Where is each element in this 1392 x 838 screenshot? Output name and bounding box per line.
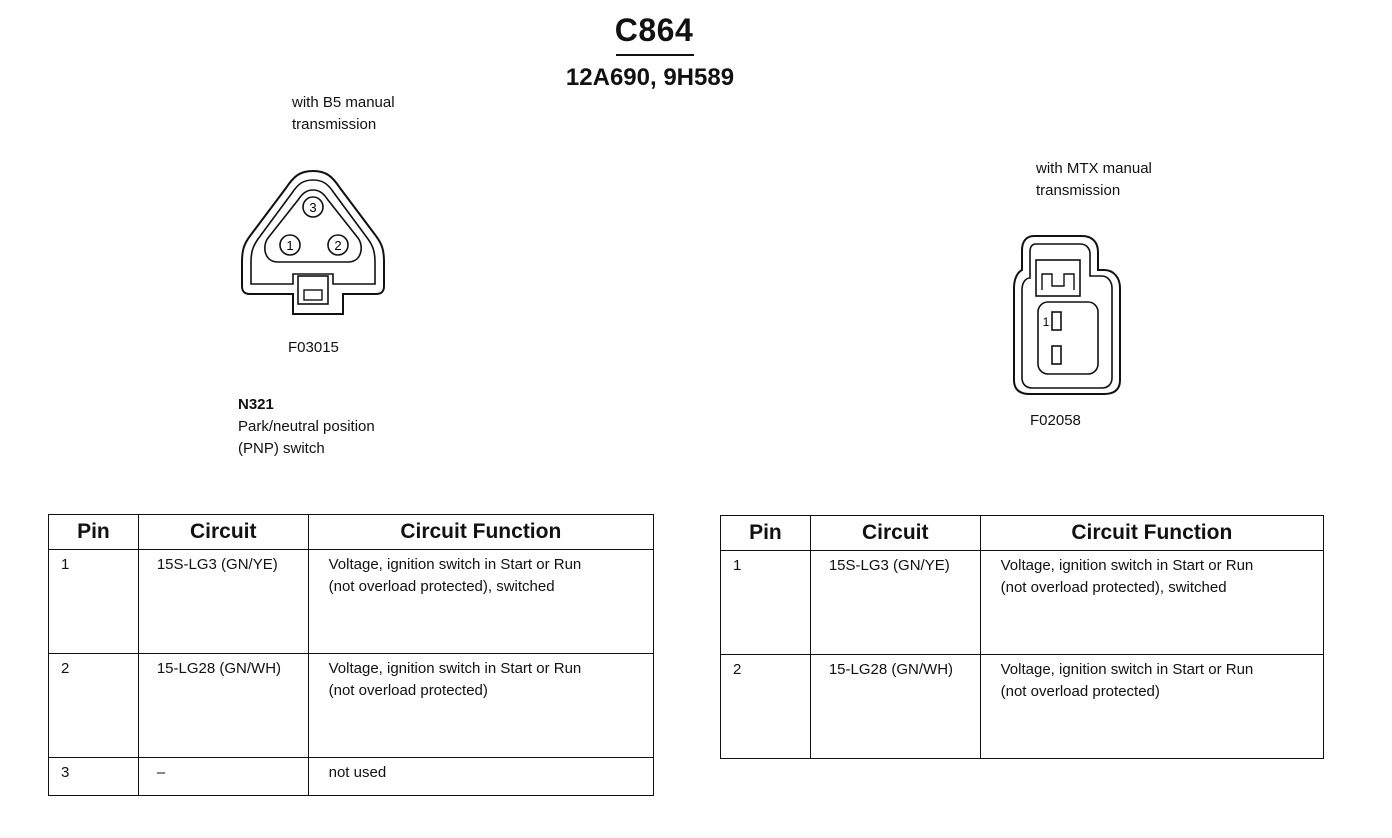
mtx-variant-note <box>1036 158 1152 202</box>
table-row <box>49 654 654 758</box>
function-cell <box>309 758 653 784</box>
mtx-connector-code: F02058 <box>1030 412 1081 429</box>
b5-pin-label-3: 3 <box>309 200 317 215</box>
table-header-row <box>49 515 654 550</box>
function-line: (not overload protected), switched <box>328 578 555 595</box>
mtx-pin-2 <box>1052 346 1061 364</box>
pin-cell: 1 <box>733 557 742 574</box>
mtx-note-line-2: transmission <box>1036 182 1121 199</box>
header-circuit: Circuit <box>138 515 308 550</box>
function-line: Voltage, ignition switch in Start or Run <box>328 660 582 677</box>
table-row <box>721 551 1324 655</box>
header-pin: Pin <box>49 515 139 550</box>
connector-title: C864 <box>614 12 694 48</box>
component-name-line-2: (PNP) switch <box>238 440 325 457</box>
header-pin: Pin <box>721 516 811 551</box>
mtx-pin-label-1: 1 <box>1042 315 1050 329</box>
pin-cell: 2 <box>61 660 70 677</box>
pin-cell: 3 <box>61 764 70 781</box>
circuit-cell: – <box>156 764 166 781</box>
function-cell <box>309 550 653 598</box>
pin-cell: 2 <box>733 661 742 678</box>
table-header-row <box>721 516 1324 551</box>
function-line: (not overload protected) <box>328 682 488 699</box>
header-circuit: Circuit <box>810 516 980 551</box>
mtx-connector-diagram <box>1012 232 1124 398</box>
title-underline <box>616 54 694 56</box>
table-row <box>49 758 654 796</box>
b5-connector-diagram <box>238 166 388 326</box>
circuit-cell: 15-LG28 (GN/WH) <box>156 660 282 677</box>
pin-cell: 1 <box>61 556 70 573</box>
function-cell <box>981 551 1323 599</box>
function-line: Voltage, ignition switch in Start or Run <box>1000 557 1254 574</box>
component-description <box>238 394 375 460</box>
mtx-pin-1 <box>1052 312 1061 330</box>
b5-pin-label-2: 2 <box>334 238 342 253</box>
component-code: N321 <box>238 396 274 413</box>
component-name-line-1: Park/neutral position <box>238 418 375 435</box>
function-line: (not overload protected) <box>1000 683 1160 700</box>
function-line: Voltage, ignition switch in Start or Run <box>328 556 582 573</box>
b5-variant-note <box>292 92 395 136</box>
function-line: (not overload protected), switched <box>1000 579 1227 596</box>
b5-pin-label-1: 1 <box>286 238 294 253</box>
table-row <box>721 655 1324 759</box>
b5-note-line-2: transmission <box>292 116 377 133</box>
b5-note-line-1: with B5 manual <box>292 94 395 111</box>
table-row <box>49 550 654 654</box>
part-numbers: 12A690, 9H589 <box>565 64 735 91</box>
function-line: not used <box>328 764 387 781</box>
circuit-cell: 15S-LG3 (GN/YE) <box>828 557 950 574</box>
function-line: Voltage, ignition switch in Start or Run <box>1000 661 1254 678</box>
circuit-cell: 15-LG28 (GN/WH) <box>828 661 954 678</box>
header-circuit-function: Circuit Function <box>308 515 653 550</box>
b5-connector-code: F03015 <box>288 339 339 356</box>
mtx-note-line-1: with MTX manual <box>1036 160 1152 177</box>
b5-pin-table <box>48 514 654 796</box>
header-circuit-function: Circuit Function <box>980 516 1323 551</box>
function-cell <box>309 654 653 702</box>
function-cell <box>981 655 1323 703</box>
circuit-cell: 15S-LG3 (GN/YE) <box>156 556 278 573</box>
mtx-pin-table <box>720 515 1324 759</box>
